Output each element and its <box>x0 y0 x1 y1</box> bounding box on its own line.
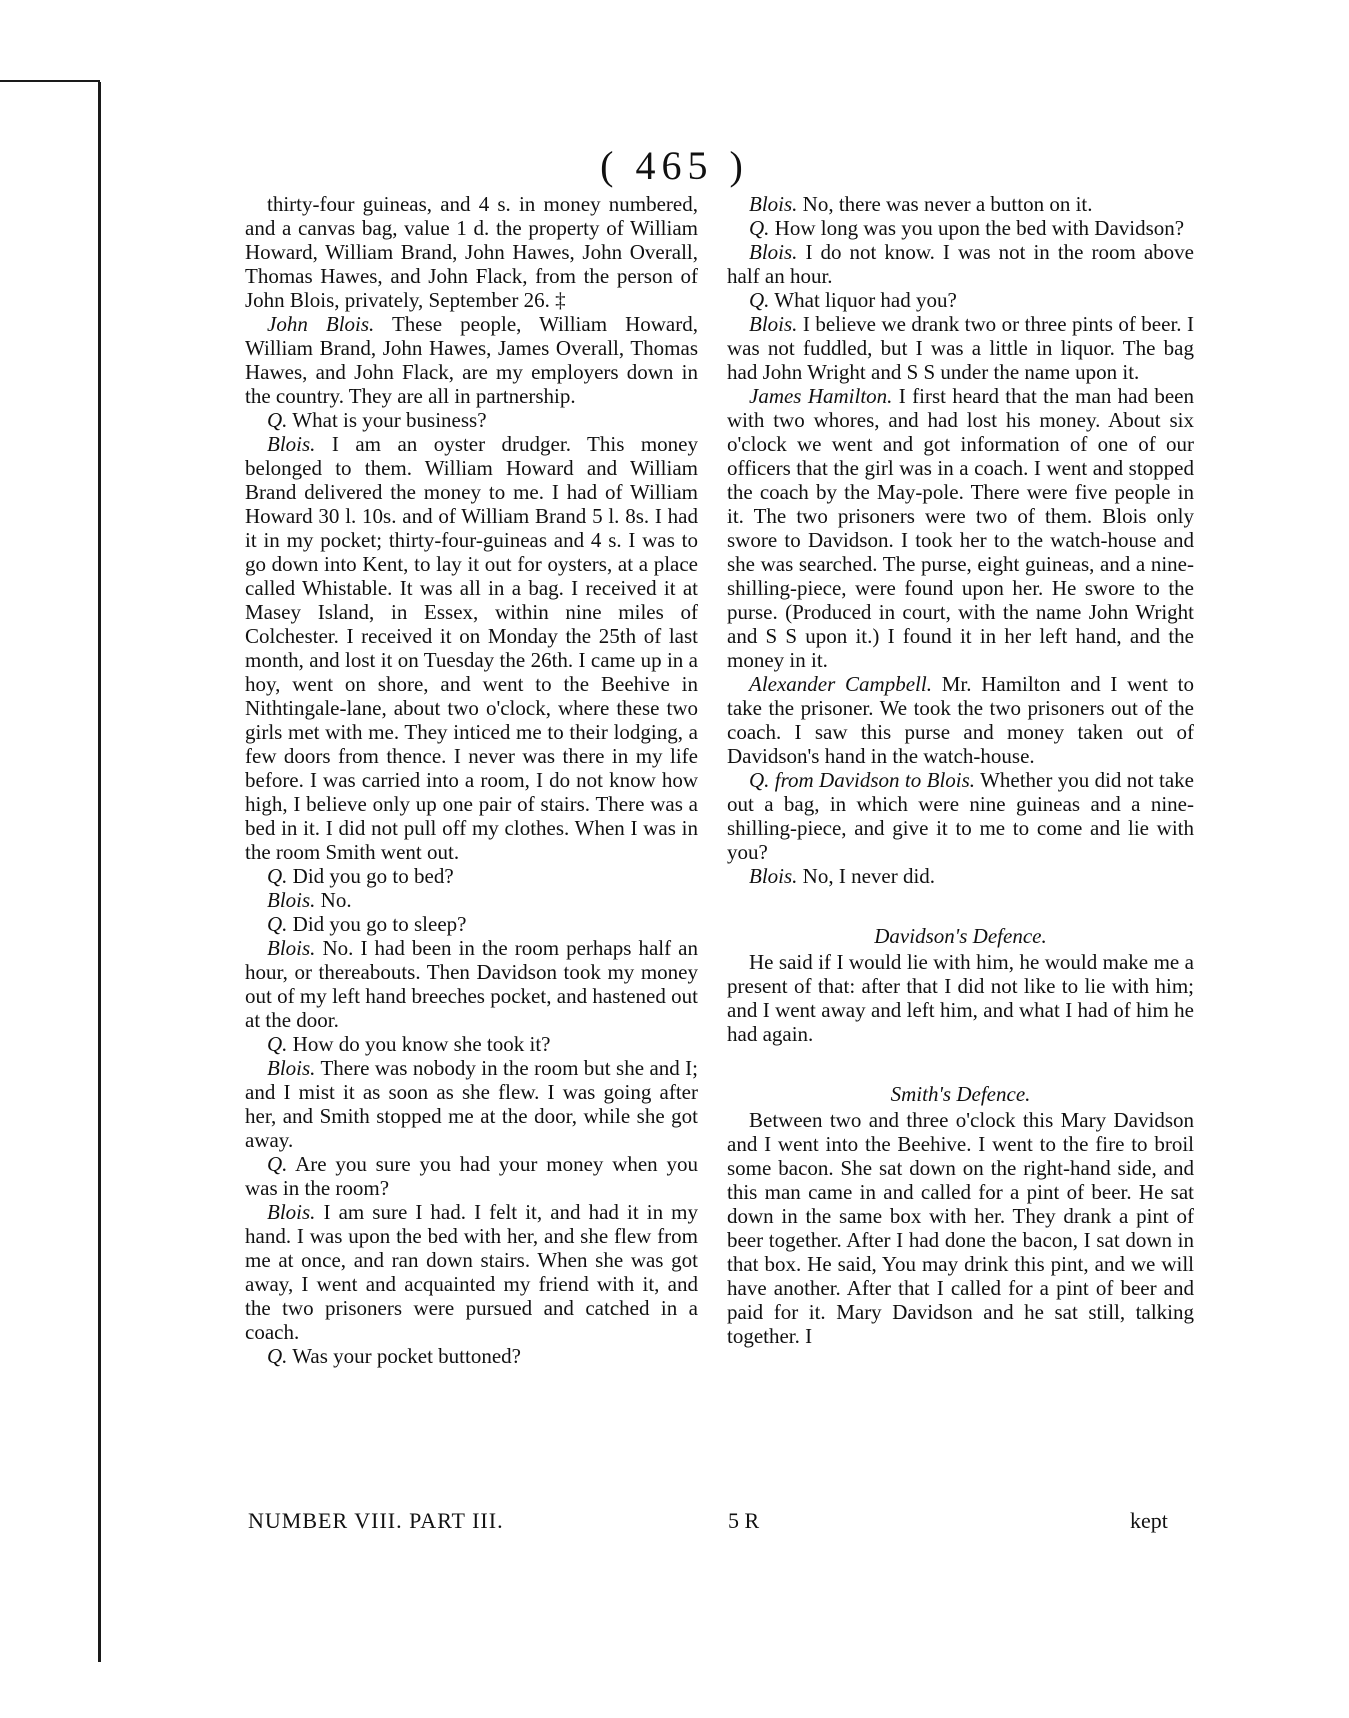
paragraph-text: Was your pocket buttoned? <box>292 1344 521 1368</box>
right-paragraph-9 <box>727 864 1194 888</box>
left-margin-rule <box>98 82 101 1662</box>
right-paragraph-5 <box>727 312 1194 384</box>
davidson-defence-heading: Davidson's Defence. <box>874 924 1047 948</box>
right-paragraph-2 <box>727 216 1194 240</box>
left-paragraph-6 <box>245 888 698 912</box>
speaker-label: John Blois. <box>267 312 375 336</box>
left-paragraph-10 <box>245 1056 698 1152</box>
speaker-label: Q. <box>267 912 288 936</box>
paragraph-text: No. <box>320 888 352 912</box>
speaker-label: Q. <box>267 1344 288 1368</box>
paragraph-text: What liquor had you? <box>774 288 957 312</box>
left-paragraph-8 <box>245 936 698 1032</box>
speaker-label: Q. <box>267 408 288 432</box>
left-paragraph-13 <box>245 1344 698 1368</box>
paragraph-text: What is your business? <box>292 408 487 432</box>
left-paragraph-11 <box>245 1152 698 1200</box>
paragraph-text: I am sure I had. I felt it, and had it in my hand. I was upon the bed with her, and she flew from me at once, and ran down stairs. When she was got away, I went and acquainted my friend with it, and the two prisoners were pursued and catched in a coach. <box>245 1200 698 1344</box>
page-number: ( 465 ) <box>600 143 749 188</box>
speaker-label: Blois. <box>267 1056 316 1080</box>
smith-defence-text: Between two and three o'clock this Mary Davidson and I went into the Beehive. I went to the fire to broil some bacon. She sat down on the right-hand side, and this man came in and called for a pint of beer. He sat down in the same box with her. They drank a pint of beer together. After I had done the bacon, I sat down in that box. He said, You may drink this pint, and we will have another. After that I called for a pint of beer and paid for it. Mary Davidson and he sat still, talking together. I <box>727 1108 1194 1348</box>
left-paragraph-7 <box>245 912 698 936</box>
paragraph-text: I am an oyster drudger. This money belonged to them. William Howard and William Brand delivered the money to me. I had of William Howard 30 l. 10s. and of William Brand 5 l. 8s. I had it in my pocket; thirty-four-guineas and 4 s. I was to go down into Kent, to lay it out for oysters, at a place called Whistable. It was all in a bag. I received it at Masey Island, in Essex, within nine miles of Colchester. I received it on Monday the 25th of last month, and lost it on Tuesday the 26th. I came up in a hoy, went on shore, and went to the Beehive in Nithtingale-lane, about two o'clock, where these two girls met with me. They inticed me to their lodging, a few doors from thence. I never was there in my life before. I was carried into a room, I do not know how high, I believe only up one pair of stairs. There was a bed in it. I did not pull off my clothes. When I was in the room Smith went out. <box>245 432 698 864</box>
paragraph-text: How long was you upon the bed with Davidson? <box>774 216 1185 240</box>
paragraph-text: thirty-four guineas, and 4 s. in money numbered, and a canvas bag, value 1 d. the property of William Howard, William Brand, John Hawes, John Overall, Thomas Hawes, and John Flack, from the person of John Blois, privately, September 26. ‡ <box>245 192 698 312</box>
speaker-label: Alexander Campbell. <box>749 672 932 696</box>
left-paragraph-5 <box>245 864 698 888</box>
speaker-label: Q. <box>267 1152 288 1176</box>
left-margin-rule-top <box>0 80 100 82</box>
paragraph-text: No, there was never a button on it. <box>802 192 1093 216</box>
speaker-label: Blois. <box>267 888 316 912</box>
right-paragraph-4 <box>727 288 1194 312</box>
paragraph-text: These people, William Howard, William Brand, John Hawes, James Overall, Thomas Hawes, and John Flack, are my employers down in the country. They are all in partnership. <box>245 312 699 408</box>
speaker-label: Blois. <box>749 240 798 264</box>
speaker-label: Q. <box>749 288 770 312</box>
paragraph-text: No, I never did. <box>802 864 936 888</box>
speaker-label: James Hamilton. <box>749 384 893 408</box>
speaker-label: Q. <box>749 216 770 240</box>
left-column <box>245 192 698 1368</box>
speaker-label: Q. <box>267 1032 288 1056</box>
paragraph-text: I first heard that the man had been with two whores, and had lost his money. About six o'clock we went and got information of one of our officers that the girl was in a coach. I went and stopped the coach by the May-pole. There were five people in it. The two prisoners were two of them. Blois only swore to Davidson. I took her to the watch-house and she was searched. The purse, eight guineas, and a nine-shilling-piece, were found upon her. He swore to the purse. (Produced in court, with the name John Wright and S S upon it.) I found it in her left hand, and the money in it. <box>727 384 1194 672</box>
left-paragraph-9 <box>245 1032 698 1056</box>
speaker-label: Q. from Davidson to Blois. <box>749 768 976 792</box>
left-paragraph-3 <box>245 408 698 432</box>
paragraph-text: Mr. Hamilton and I went to take the prisoner. We took the two prisoners out of the coach. I saw this purse and money taken out of Davidson's hand in the watch-house. <box>727 672 1194 768</box>
catchword: kept <box>1130 1508 1168 1533</box>
right-column <box>727 192 1194 1348</box>
paragraph-text: How do you know she took it? <box>292 1032 551 1056</box>
section-footer: NUMBER VIII. PART III. <box>248 1508 504 1533</box>
speaker-label: Blois. <box>749 312 798 336</box>
left-paragraph-4 <box>245 432 698 864</box>
paragraph-text: There was nobody in the room but she and I; and I mist it as soon as she flew. I was going after her, and Smith stopped me at the door, while she got away. <box>245 1056 698 1152</box>
left-paragraph-12 <box>245 1200 698 1344</box>
right-paragraph-7 <box>727 672 1194 768</box>
paragraph-text: No. I had been in the room perhaps half an hour, or thereabouts. Then Davidson took my money out of my left hand breeches pocket, and hastened out at the door. <box>245 936 698 1032</box>
left-paragraph-1 <box>245 192 698 312</box>
speaker-label: Q. <box>267 864 288 888</box>
signature-mark: 5 R <box>728 1508 760 1533</box>
paragraph-text: Did you go to sleep? <box>292 912 467 936</box>
left-paragraph-2 <box>245 312 698 408</box>
speaker-label: Blois. <box>267 1200 316 1224</box>
speaker-label: Blois. <box>267 432 316 456</box>
davidson-defence-text: He said if I would lie with him, he would make me a present of that: after that I did not like to lie with him; and I went away and left him, and what I had of him he had again. <box>727 950 1194 1046</box>
right-paragraph-6 <box>727 384 1194 672</box>
paragraph-text: I do not know. I was not in the room above half an hour. <box>727 240 1195 288</box>
speaker-label: Blois. <box>267 936 316 960</box>
paragraph-text: Are you sure you had your money when you was in the room? <box>245 1152 698 1200</box>
speaker-label: Blois. <box>749 864 798 888</box>
paragraph-text: I believe we drank two or three pints of beer. I was not fuddled, but I was a little in liquor. The bag had John Wright and S S under the name upon it. <box>727 312 1194 384</box>
paragraph-text: Did you go to bed? <box>292 864 454 888</box>
right-paragraph-8 <box>727 768 1194 864</box>
smith-defence-heading: Smith's Defence. <box>890 1082 1031 1106</box>
paragraph-text: Whether you did not take out a bag, in which were nine guineas and a nine-shilling-piece, and give it to me to come and lie with you? <box>727 768 1194 864</box>
right-paragraph-3 <box>727 240 1194 288</box>
speaker-label: Blois. <box>749 192 798 216</box>
right-paragraph-1 <box>727 192 1194 216</box>
